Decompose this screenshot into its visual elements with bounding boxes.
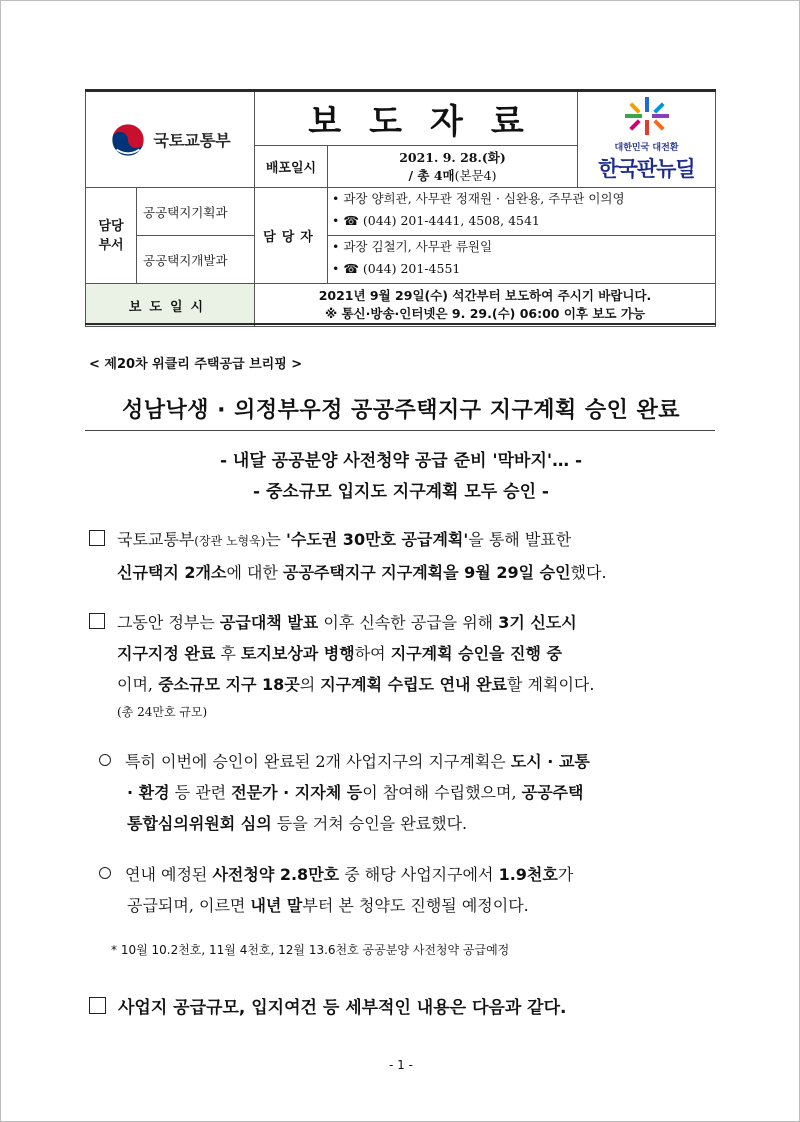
p2-bold: 중소규모 지구 18곳 (158, 675, 300, 694)
p2-bold: 지구계획 수립도 연내 완료 (320, 675, 507, 694)
header-bottom-rule (85, 323, 716, 325)
manager-2 (328, 236, 716, 284)
press-release-header-table (85, 89, 716, 327)
manager-1-phone: • ☎ (044) 201-4441, 4508, 4541 (332, 213, 540, 228)
p4-bold: 1.9천호 (498, 865, 558, 884)
p1-text: 국토교통부 (117, 530, 195, 549)
release-line-1: 2021년 9월 29일(수) 석간부터 보도하여 주시기 바랍니다. (318, 288, 652, 303)
p1-bold: 공공주택지구 지구계획을 9월 29일 승인 (283, 563, 571, 582)
p2-text: 그동안 정부는 (117, 613, 220, 632)
brand-name: 한국판뉴딜 (598, 157, 695, 181)
p1-bold: 신규택지 2개소 (117, 563, 227, 582)
manager-2-phone: • ☎ (044) 201-4551 (332, 261, 461, 276)
distribution-date: 2021. 9. 28.(화) (399, 149, 506, 165)
dept-label-line-2: 부서 (98, 237, 124, 253)
page-count-note: (본문4) (454, 167, 497, 183)
release-value (255, 284, 716, 327)
subtitle-1: - 내달 공공분양 사전청약 공급 준비 '막바지'… - (219, 451, 583, 471)
brand-slogan: 대한민국 대전환 (614, 143, 679, 153)
p1-text: (장관 노형욱) (194, 534, 266, 548)
circle-bullet-icon (99, 754, 111, 766)
p2-text: 의 (299, 675, 321, 694)
p3-bold: 전문가 · 지자체 등 (231, 783, 363, 802)
subtitle-2: - 중소규모 입지도 지구계획 모두 승인 - (253, 482, 549, 502)
new-deal-brand (578, 92, 716, 188)
taeguk-logo-icon (109, 121, 147, 159)
manager-label: 담당자 (255, 188, 328, 284)
p2-bold: 지구계획 승인을 진행 중 (390, 644, 562, 663)
p2-text: 할 계획이다. (506, 675, 595, 694)
new-deal-logo-icon (624, 96, 670, 136)
manager-1 (328, 188, 716, 236)
page-number: - 1 - (389, 1058, 413, 1072)
paragraph-1 (89, 524, 729, 588)
p2-text: 하여 (354, 644, 391, 663)
p3-bold: 도시 · 교통 (510, 752, 590, 771)
p1-text: 에 대한 (226, 563, 283, 582)
p2-bold: 토지보상과 병행 (240, 644, 355, 663)
checkbox-bullet-icon (89, 997, 106, 1014)
ministry-name: 국토교통부 (153, 131, 231, 150)
p2-text: 이며, (117, 675, 159, 694)
p3-text: 등 관련 (169, 783, 232, 802)
ministry-logo (85, 92, 255, 188)
p3-text: 등을 거쳐 승인을 완료했다. (271, 814, 468, 833)
p3-text: 특히 이번에 승인이 완료된 2개 사업지구의 지구계획은 (125, 752, 511, 771)
p1-text: 는 (265, 530, 286, 549)
checkbox-bullet-icon (89, 613, 105, 629)
distribution-value (328, 146, 578, 188)
dept-label-line-1: 담당 (98, 218, 124, 234)
p4-bold: 사전청약 2.8만호 (212, 865, 340, 884)
dept-2: 공공택지개발과 (137, 236, 255, 284)
p2-text: 후 (215, 644, 241, 663)
page-count (409, 167, 497, 185)
manager-1-names: • 과장 양희관, 사무관 정재원 · 심완용, 주무관 이의영 (332, 191, 625, 206)
release-label: 보도일시 (85, 284, 255, 327)
p1-bold: '수도권 30만호 공급계획' (285, 530, 469, 549)
p3-bold: · 환경 (127, 783, 170, 802)
closing-statement (89, 993, 566, 1018)
p3-text: 이 참여해 수립했으며, (362, 783, 522, 802)
circle-bullet-icon (99, 867, 111, 879)
closing-text: 사업지 공급규모, 입지여건 등 세부적인 내용은 다음과 같다. (118, 998, 567, 1018)
p3-bold: 공공주택 (521, 783, 584, 802)
checkbox-bullet-icon (89, 530, 105, 546)
p4-text: 부터 본 청약도 진행될 예정이다. (302, 896, 529, 915)
paragraph-2 (89, 607, 729, 724)
briefing-series: < 제20차 위클리 주택공급 브리핑 > (89, 357, 303, 372)
p4-bold: 내년 말 (250, 896, 303, 915)
p3-bold: 통합심의위원회 심의 (127, 814, 272, 833)
footnote: * 10월 10.2천호, 11월 4천호, 12월 13.6천호 공공분양 사전청약 공급예정 (111, 943, 510, 957)
headline-rule (85, 430, 715, 431)
p2-note: (총 24만호 규모) (117, 705, 208, 719)
distribution-label: 배포일시 (255, 146, 328, 188)
dept-label (85, 188, 137, 284)
release-line-2: ※ 통신·방송·인터넷은 9. 29.(수) 06:00 이후 보도 가능 (324, 306, 646, 321)
p2-bold: 공급대책 발표 (219, 613, 319, 632)
p1-text: 했다. (570, 563, 607, 582)
manager-2-names: • 과장 김철기, 사무관 류원일 (332, 239, 493, 254)
p4-text: 공급되며, 이르면 (127, 896, 251, 915)
headline: 성남낙생 · 의정부우정 공공주택지구 지구계획 승인 완료 (121, 398, 681, 423)
p4-text: 가 (557, 865, 574, 884)
p4-text: 중 해당 사업지구에서 (339, 865, 499, 884)
paragraph-3 (99, 746, 739, 839)
page-count-main: / 총 4매 (408, 167, 455, 183)
dept-1: 공공택지기획과 (137, 188, 255, 236)
p1-text: 을 통해 발표한 (468, 530, 572, 549)
paragraph-4 (99, 859, 739, 921)
title-cell (255, 92, 578, 146)
p4-text: 연내 예정된 (125, 865, 213, 884)
doc-title: 보도자료 (308, 102, 552, 142)
p2-text: 이후 신속한 공급을 위해 (318, 613, 499, 632)
p2-bold: 3기 신도시 (498, 613, 577, 632)
p2-bold: 지구지정 완료 (117, 644, 216, 663)
